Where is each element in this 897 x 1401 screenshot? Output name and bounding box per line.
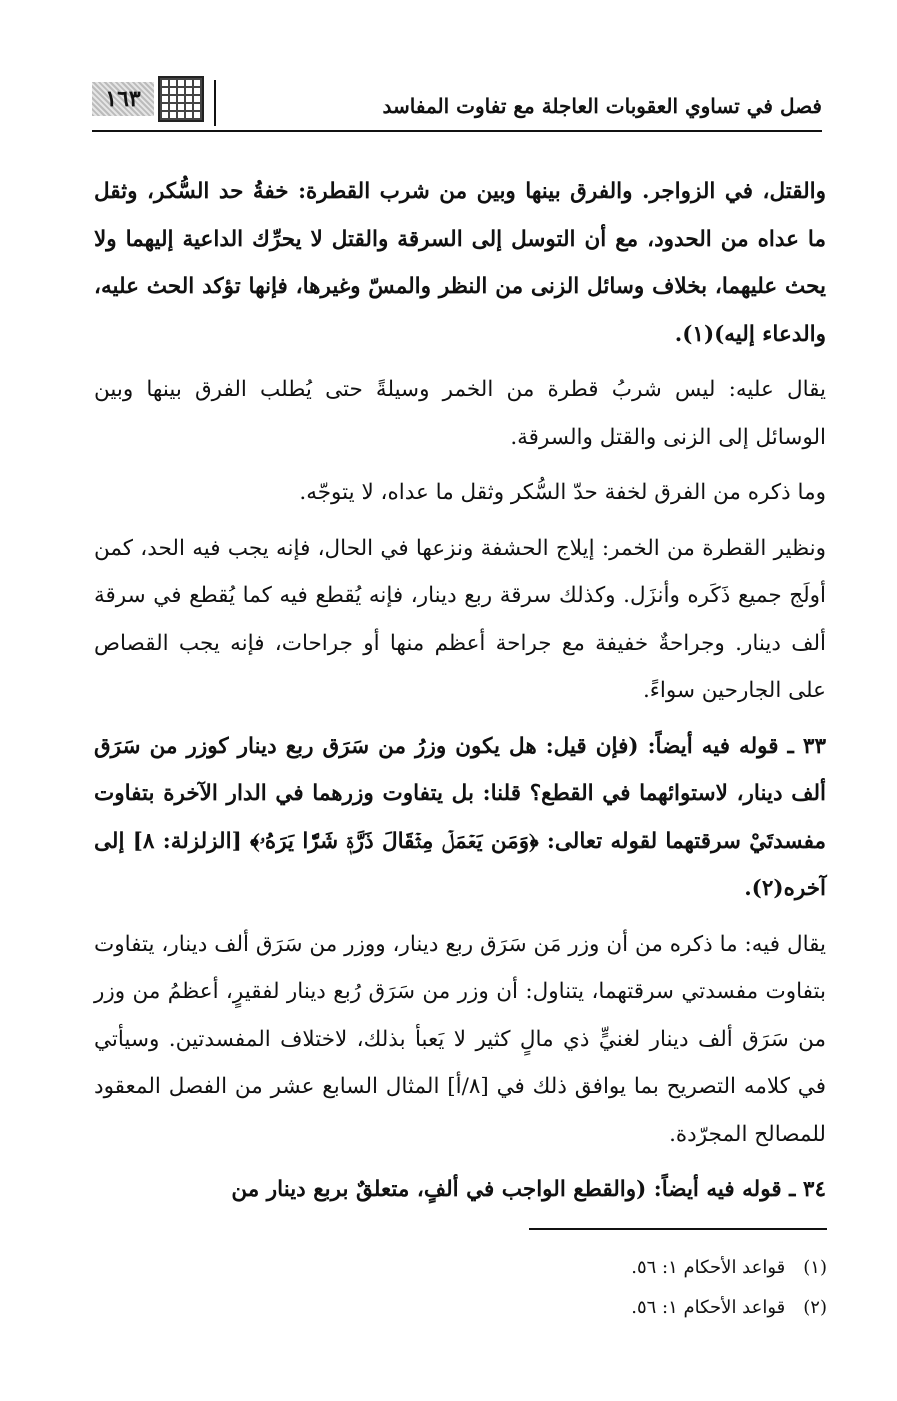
footnote-number: (١) xyxy=(803,1257,827,1278)
ornament-icon xyxy=(158,76,204,122)
footnote-divider xyxy=(529,1228,827,1230)
running-header xyxy=(92,72,822,132)
header-divider xyxy=(214,80,216,126)
main-text xyxy=(94,168,826,1222)
paragraph: والقتل، في الزواجر. والفرق بينها وبين من شرب القطرة: خفةُ حد السُّكر، وثقل ما عداه من الحدود، مع أن التوسل إلى السرقة والقتل لا يحرِّك الداعية إليهما ولا يحث عليهما، بخلاف وسائل الزنى من النظر والمسّ وغيرها، فإنها تؤكد الحث عليه، والدعاء إليه)(١). xyxy=(94,179,826,347)
paragraph: ٣٣ ـ قوله فيه أيضاً: (فإن قيل: هل يكون وزرُ من سَرَق ربع دينار كوزر من سَرَق ألف دينار، لاستوائهما في القطع؟ قلنا: بل يتفاوت وزرهما في الدار الآخرة بتفاوت مفسدتَيْ سرقتهما لقوله تعالى: ﴿وَمَن يَعۡمَلۡ مِثۡقَالَ ذَرَّةٖ شَرّٗا يَرَهُۥ﴾ [الزلزلة: ٨] إلى آخره(٢). xyxy=(94,733,826,901)
paragraph: يقال عليه: ليس شربُ قطرة من الخمر وسيلةً حتى يُطلب الفرق بينها وبين الوسائل إلى الزنى والقتل والسرقة. xyxy=(94,377,826,450)
paragraph: ٣٤ ـ قوله فيه أيضاً: (والقطع الواجب في ألفٍ، متعلقٌ بربع دينار من xyxy=(231,1177,826,1202)
footnotes xyxy=(327,1248,827,1328)
footnote-text: قواعد الأحكام ١: ٥٦. xyxy=(631,1297,786,1318)
footnote-number: (٢) xyxy=(803,1297,827,1318)
paragraph: وما ذكره من الفرق لخفة حدّ السُّكر وثقل ما عداه، لا يتوجّه. xyxy=(299,480,826,505)
footnote-text: قواعد الأحكام ١: ٥٦. xyxy=(631,1257,786,1278)
header-title: فصل في تساوي العقوبات العاجلة مع تفاوت المفاسد xyxy=(382,94,822,118)
page-number: ١٦٣ xyxy=(92,82,154,116)
footnote xyxy=(327,1248,827,1288)
footnote xyxy=(327,1288,827,1328)
paragraph: يقال فيه: ما ذكره من أن وزر مَن سَرَق ربع دينار، ووزر من سَرَق ألف دينار، يتفاوت بتفاوت مفسدتي سرقتهما، يتناول: أن وزر من سَرَق رُبع دينار لفقيرٍ، أعظمُ من وزر من سَرَق ألف دينار لغنيٍّ ذي مالٍ كثير لا يَعبأ بذلك، لاختلاف المفسدتين. وسيأتي في كلامه التصريح بما يوافق ذلك في [٨/أ] المثال السابع عشر من الفصل المعقود للمصالح المجرّدة. xyxy=(94,931,826,1147)
paragraph: ونظير القطرة من الخمر: إيلاج الحشفة ونزعها في الحال، فإنه يجب فيه الحد، كمن أولَج جميع ذَكَره وأنزَل. وكذلك سرقة ربع دينار، فإنه يُقطع فيه كما يُقطع في سرقة ألف دينار. وجراحةٌ خفيفة مع جراحة أعظم منها أو جراحات، فإنه يجب القصاص على الجارحين سواءً. xyxy=(94,535,826,703)
